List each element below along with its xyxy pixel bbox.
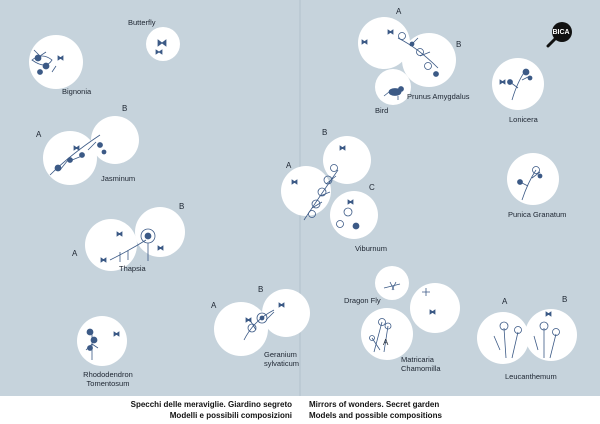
mirror-dragonfly [375,266,409,300]
label-leucanthemum: Leucanthemum [505,372,557,381]
marker-geranium-b: B [258,285,264,294]
mirror-bird [375,69,411,105]
label-rhododendron [76,370,140,388]
label-viburnum: Viburnum [355,244,387,253]
footer-left-title: Specchi delle meraviglie. Giardino segreto [130,400,292,409]
mirror-matricaria-b [410,283,460,333]
label-thapsia: Thapsia [119,264,146,273]
mirror-rhododendron [77,316,127,366]
label-rhododendron-line2: Tomentosum [86,379,130,388]
mirror-circles [29,17,577,366]
marker-leucanthemum-b: B [562,295,568,304]
footer-right-title: Mirrors of wonders. Secret garden [309,400,440,409]
label-jasminum: Jasminum [101,174,136,183]
marker-jasminum-a: A [36,130,42,139]
label-bird: Bird [375,106,389,115]
label-matricaria-line1: Matricaria [401,355,434,364]
label-punica-granatum: Punica Granatum [508,210,567,219]
marker-thapsia-b: B [179,202,185,211]
mirror-jasminum-b [91,116,139,164]
marker-matricaria-a: A [383,338,389,347]
label-lonicera: Lonicera [509,115,538,124]
mirror-punica [507,153,559,205]
label-geranium-line2: sylvaticum [264,359,300,368]
mirror-leucanthemum-a [477,312,529,364]
marker-jasminum-b: B [122,104,128,113]
marker-top-a: A [396,7,402,16]
footer-caption-bar [0,396,600,424]
label-bignonia: Bignonia [62,87,92,96]
label-matricaria [401,355,441,373]
footer-right-subtitle: Models and possible compositions [309,411,442,420]
mirror-viburnum-c [330,191,378,239]
label-geranium [264,350,299,368]
marker-top-b: B [456,40,462,49]
label-rhododendron-line1: Rhododendron [83,370,133,379]
footer-left-subtitle: Modelli e possibili composizioni [169,411,292,420]
marker-viburnum-c: C [369,183,375,192]
mirror-geranium-a [214,302,268,356]
marker-viburnum-b: B [322,128,328,137]
label-dragonfly: Dragon Fly [344,296,381,305]
marker-thapsia-a: A [72,249,78,258]
marker-viburnum-a: A [286,161,292,170]
marker-leucanthemum-a: A [502,297,508,306]
marker-geranium-a: A [211,301,217,310]
logo-text: BICA [552,29,570,36]
label-prunus-amygdalus: Prunus Amygdalus [407,92,470,101]
label-butterfly: Butterfly [128,18,156,27]
label-matricaria-line2: Chamomilla [401,364,441,373]
mirror-bignonia [29,35,83,89]
label-geranium-line1: Geranium [264,350,297,359]
